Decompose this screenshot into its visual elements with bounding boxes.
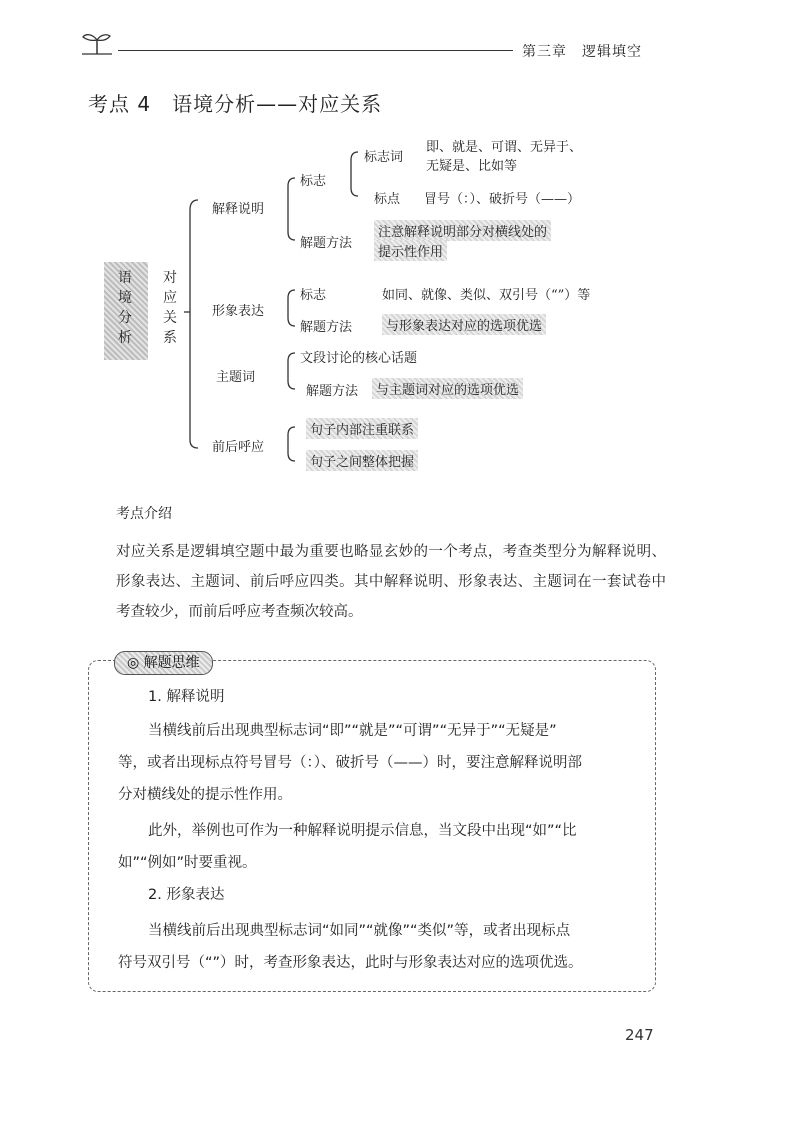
intro-paragraph: 对应关系是逻辑填空题中最为重要也略显玄妙的一个考点，考查类型分为解释说明、形象表达、主题词、前后呼应四类。其中解释说明、形象表达、主题词在一套试卷中考查较少，而前后呼应考查频次较高。: [116, 544, 666, 620]
mindmap-root-label: 语境分析: [118, 270, 132, 346]
branch3-method-text: 与主题词对应的选项优选: [372, 378, 523, 399]
tip-p3-line2: 符号双引号（“”）时，考查形象表达，此时与形象表达对应的选项优选。: [118, 955, 583, 971]
branch-label-image: 形象表达: [212, 304, 265, 319]
tip-p1-line2: 等，或者出现标点符号冒号（：）、破折号（——）时，要注意解释说明部: [118, 755, 582, 771]
lightbulb-icon: ◎: [127, 655, 144, 671]
tip-p3-line1: 当横线前后出现典型标志词“如同”“就像”“类似”等，或者出现标点: [148, 923, 571, 939]
branch4-text2: 句子之间整体把握: [306, 450, 418, 471]
tip-p2-line2: 如”“例如”时要重视。: [118, 855, 257, 871]
tip-heading-1: 1. 解释说明: [148, 689, 225, 705]
marker-word-label: 标志词: [364, 150, 404, 165]
tip-p1-line3: 分对横线处的提示性作用。: [118, 787, 292, 803]
branch1-method-line2: 提示性作用: [374, 240, 447, 261]
punctuation-label: 标点: [374, 192, 401, 207]
branch1-sub-mark: 标志: [300, 174, 327, 189]
branch1-sub-method: 解题方法: [300, 236, 353, 251]
marker-word-line2: 无疑是、比如等: [426, 159, 518, 174]
branch2-method-text: 与形象表达对应的选项优选: [382, 314, 546, 335]
tip-p2-line1: 此外，举例也可作为一种解释说明提示信息，当文段中出现“如”“比: [148, 823, 577, 839]
tip-heading-2: 2. 形象表达: [148, 887, 225, 903]
branch2-sub-method: 解题方法: [300, 320, 353, 335]
branch2-sub-mark: 标志: [300, 288, 327, 303]
mindmap-center-label: 对应关系: [163, 270, 177, 346]
chapter-label: 第三章 逻辑填空: [522, 44, 642, 60]
tip-tag: [114, 651, 213, 675]
branch4-text1: 句子内部注重联系: [306, 418, 418, 439]
punctuation-text: 冒号（：）、破折号（——）: [424, 192, 581, 207]
tip-p1-line1: 当横线前后出现典型标志词“即”“就是”“可谓”“无异于”“无疑是”: [148, 723, 557, 739]
branch3-sub-method: 解题方法: [306, 384, 359, 399]
branch2-mark-text: 如同、就像、类似、双引号（“”）等: [382, 288, 591, 303]
section-title: 考点 4 语境分析——对应关系: [88, 92, 383, 116]
page-number: 247: [625, 1026, 654, 1044]
branch-label-echo: 前后呼应: [212, 440, 265, 455]
marker-word-line1: 即、就是、可谓、无异于、: [426, 140, 583, 155]
tip-tag-label: 解题思维: [143, 655, 200, 671]
branch3-topic-text: 文段讨论的核心话题: [300, 351, 418, 366]
branch-label-explain: 解释说明: [212, 202, 265, 217]
branch-label-theme: 主题词: [216, 370, 256, 385]
intro-title: 考点介绍: [116, 506, 172, 522]
branch1-method-line1: 注意解释说明部分对横线处的: [374, 220, 551, 241]
